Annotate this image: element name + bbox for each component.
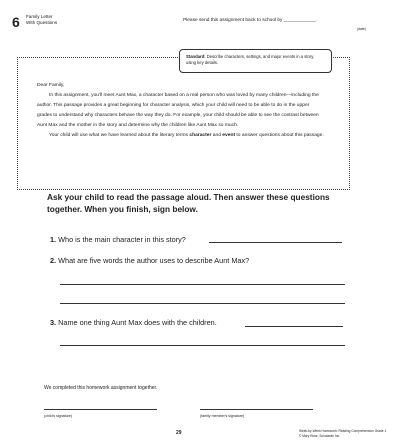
page-number: 29 [176,430,182,436]
unit-title-line2: With Questions [26,20,58,25]
unit-number: 6 [12,14,20,30]
letter-paragraph-1: In this assignment, you'll meet Aunt Max, a character based on a real person who was loved by many children—including the author. This passage provides a great beginning for character analysis, which your child will need to be able to do in the upper grades to understand why characters behave the way they do. For example, your child should be able to see the contrast between Aunt Max and the mother in the story and determine why the children like Aunt Max so much. [37,92,319,128]
completion-statement: We completed this homework assignment together. [44,385,158,391]
unit-title-line1: Family Letter [26,14,53,19]
answer-line-3a[interactable] [245,326,343,327]
question-3-text: Name one thing Aunt Max does with the children. [58,318,217,327]
question-1 [50,235,186,244]
instructions: Ask your child to read the passage aloud. Then answer these questions together. When you finish, sign below. [47,192,330,214]
child-signature-line[interactable] [44,409,157,410]
answer-line-1[interactable] [209,242,342,243]
unit-title [26,14,57,26]
family-letter [37,81,324,140]
letter-paragraph-2-mid: and [211,132,223,138]
question-2-text: What are five words the author uses to describe Aunt Max? [58,256,250,265]
question-2-number: 2. [50,256,57,265]
term-character: character [189,132,212,138]
standard-label: Standard: [186,54,206,59]
send-back-instruction: Please send this assignment back to school by ____________. [183,18,318,23]
answer-line-3b[interactable] [60,345,345,346]
standard-text: Describe characters, settings, and major events in a story, using key details. [186,54,315,65]
family-signature-label: (family member's signature) [200,414,245,418]
footer-credit-line2: © Mary Rose, Scholastic Inc. [299,433,340,438]
question-2 [50,256,249,265]
question-1-text: Who is the main character in this story? [58,235,186,244]
answer-line-2a[interactable] [60,284,345,285]
question-3-number: 3. [50,318,57,327]
standard-callout [179,49,332,73]
footer-credit-line1: Week-by-Week Homework: Reading Comprehension Grade 1 [299,429,387,433]
letter-paragraph-2-end: to answer questions about this passage. [235,132,324,138]
question-3 [50,318,217,327]
footer-credit [299,429,386,438]
date-label: (date) [357,27,366,31]
question-1-number: 1. [50,235,57,244]
child-signature-label: (child's signature) [44,414,73,418]
answer-line-2b[interactable] [60,303,345,304]
family-signature-line[interactable] [200,409,313,410]
letter-paragraph-2 [37,131,324,141]
term-event: event [222,132,236,138]
letter-salutation: Dear Family, [37,83,65,88]
letter-paragraph-2-start: Your child will use what we have learned about the literary terms [49,132,190,138]
